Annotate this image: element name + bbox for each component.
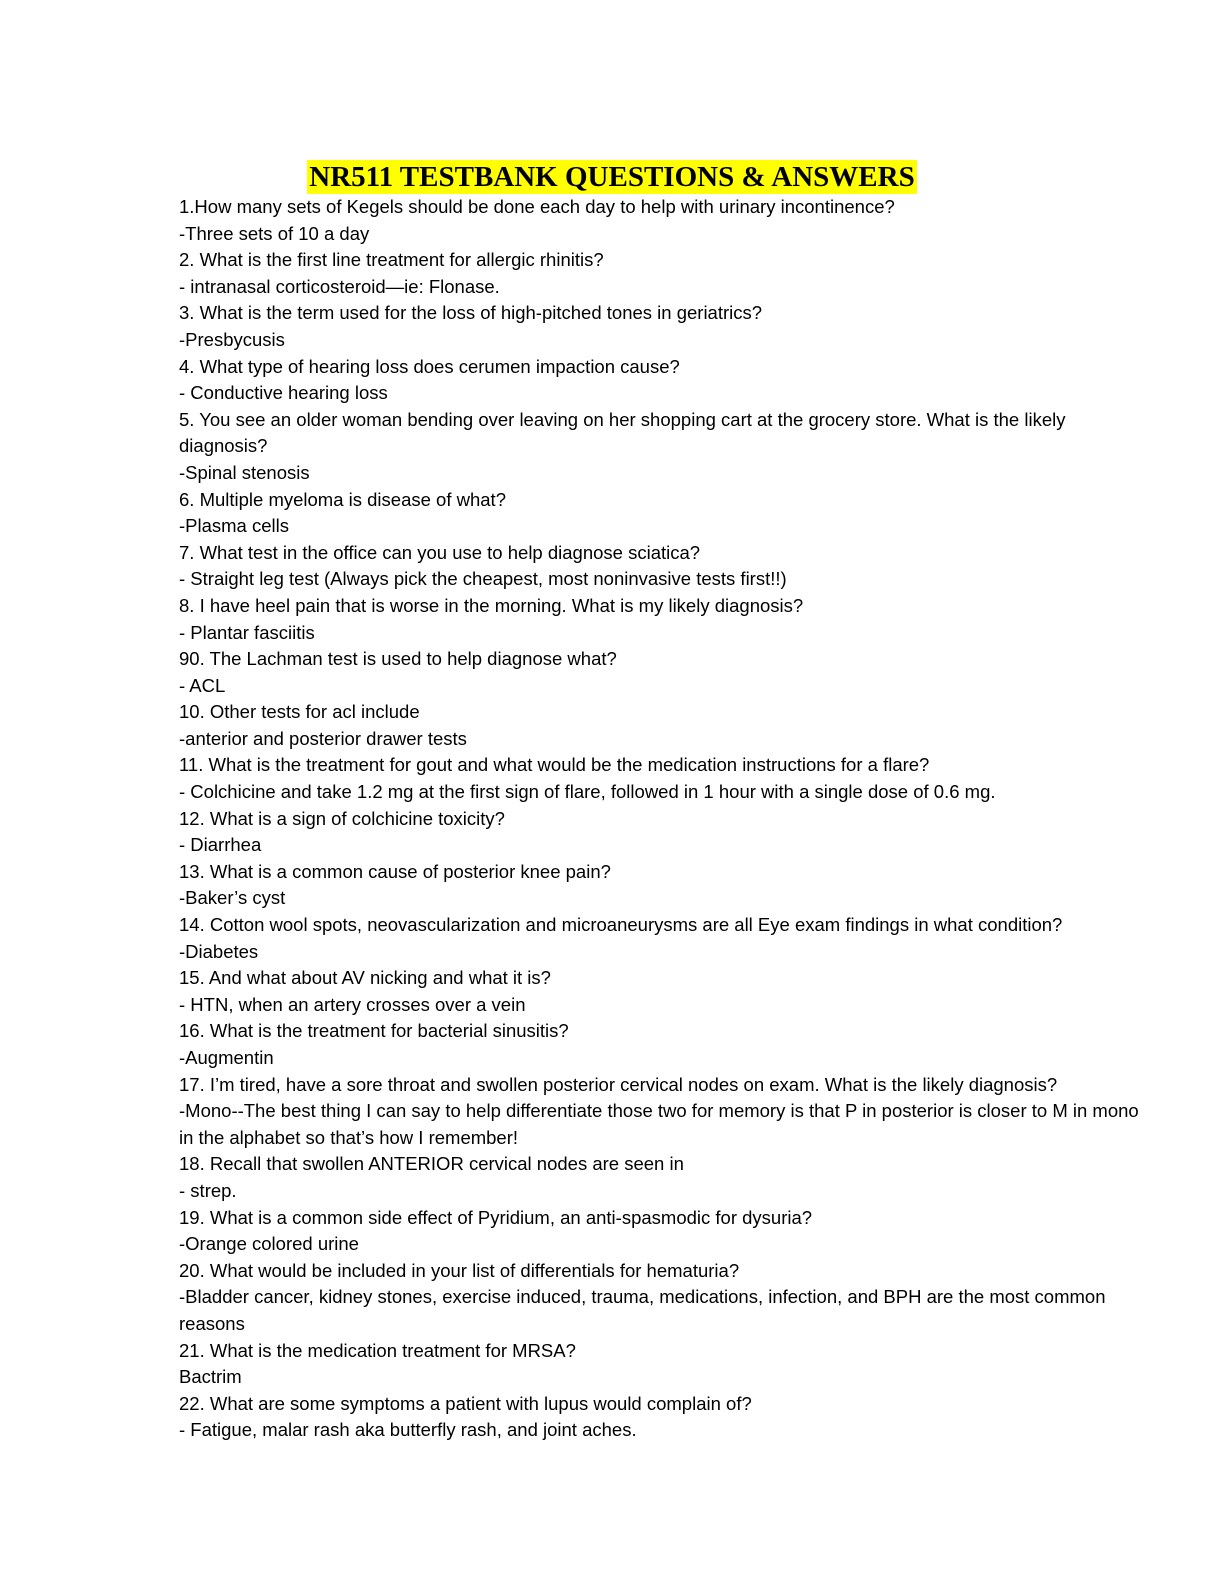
- qa-list: [179, 194, 1144, 1444]
- question-line: 13. What is a common cause of posterior knee pain?: [179, 860, 611, 882]
- question-line: 19. What is a common side effect of Pyridium, an anti-spasmodic for dysuria?: [179, 1206, 813, 1228]
- title-container: [0, 160, 1224, 194]
- question-line: 20. What would be included in your list of differentials for hematuria?: [179, 1259, 740, 1281]
- page-title: NR511 TESTBANK QUESTIONS & ANSWERS: [309, 161, 915, 193]
- question-line: 21. What is the medication treatment for MRSA?: [179, 1339, 576, 1361]
- question-line: 1.How many sets of Kegels should be done each day to help with urinary incontinence?: [179, 196, 895, 217]
- answer-line: - Diarrhea: [179, 834, 262, 856]
- answer-line: - intranasal corticosteroid—ie: Flonase.: [179, 275, 500, 297]
- answer-line: -Presbycusis: [179, 328, 285, 350]
- question-line: 16. What is the treatment for bacterial sinusitis?: [179, 1020, 569, 1042]
- question-line: 3. What is the term used for the loss of high-pitched tones in geriatrics?: [179, 302, 763, 324]
- question-line: 14. Cotton wool spots, neovascularization and microaneurysms are all Eye exam findings in what condition?: [179, 914, 1063, 936]
- answer-line: -Augmentin: [179, 1047, 274, 1068]
- answer-line: - HTN, when an artery crosses over a vein: [179, 993, 526, 1015]
- answer-line: - Straight leg test (Always pick the cheapest, most noninvasive tests first!!): [179, 568, 787, 590]
- answer-line: -Baker’s cyst: [179, 887, 286, 909]
- question-line: 12. What is a sign of colchicine toxicity?: [179, 807, 505, 829]
- answer-line: - Plantar fasciitis: [179, 621, 315, 643]
- question-line: 7. What test in the office can you use to help diagnose sciatica?: [179, 541, 701, 563]
- question-line: 22. What are some symptoms a patient with lupus would complain of?: [179, 1392, 752, 1414]
- answer-line: -anterior and posterior drawer tests: [179, 727, 467, 749]
- question-line: 15. And what about AV nicking and what it is?: [179, 967, 551, 989]
- answer-line: - Conductive hearing loss: [179, 382, 388, 404]
- answer-line: -Three sets of 10 a day: [179, 222, 370, 244]
- answer-line: -Spinal stenosis: [179, 461, 310, 483]
- question-line: 10. Other tests for acl include: [179, 701, 420, 723]
- question-line: 17. I’m tired, have a sore throat and swollen posterior cervical nodes on exam. What is the likely diagnosis?: [179, 1073, 1058, 1095]
- answer-line: - strep.: [179, 1179, 237, 1201]
- question-line: 6. Multiple myeloma is disease of what?: [179, 488, 506, 510]
- question-line: 4. What type of hearing loss does cerumen impaction cause?: [179, 355, 680, 377]
- question-line: 11. What is the treatment for gout and what would be the medication instructions for a flare?: [179, 754, 930, 776]
- question-line: 18. Recall that swollen ANTERIOR cervical nodes are seen in: [179, 1153, 684, 1175]
- answer-line: -Diabetes: [179, 940, 259, 962]
- question-line: 2. What is the first line treatment for allergic rhinitis?: [179, 249, 604, 271]
- answer-line: - ACL: [179, 674, 226, 696]
- answer-line: - Colchicine and take 1.2 mg at the first sign of flare, followed in 1 hour with a single dose of 0.6 mg.: [179, 781, 996, 803]
- question-line: 5. You see an older woman bending over leaving on her shopping cart at the grocery store. What is the likely diagnosis?: [179, 408, 1066, 457]
- answer-line: -Mono--The best thing I can say to help differentiate those two for memory is that P in posterior is closer to M in mono in the alphabet so that’s how I remember!: [179, 1100, 1139, 1148]
- question-line: 90. The Lachman test is used to help diagnose what?: [179, 648, 617, 670]
- question-line: 8. I have heel pain that is worse in the morning. What is my likely diagnosis?: [179, 594, 804, 616]
- answer-line: -Bladder cancer, kidney stones, exercise induced, trauma, medications, infection, and BPH are the most common reasons: [179, 1286, 1106, 1334]
- answer-line: -Plasma cells: [179, 515, 289, 537]
- answer-line: -Orange colored urine: [179, 1233, 359, 1255]
- answer-line: Bactrim: [179, 1366, 242, 1388]
- answer-line: - Fatigue, malar rash aka butterfly rash, and joint aches.: [179, 1419, 637, 1441]
